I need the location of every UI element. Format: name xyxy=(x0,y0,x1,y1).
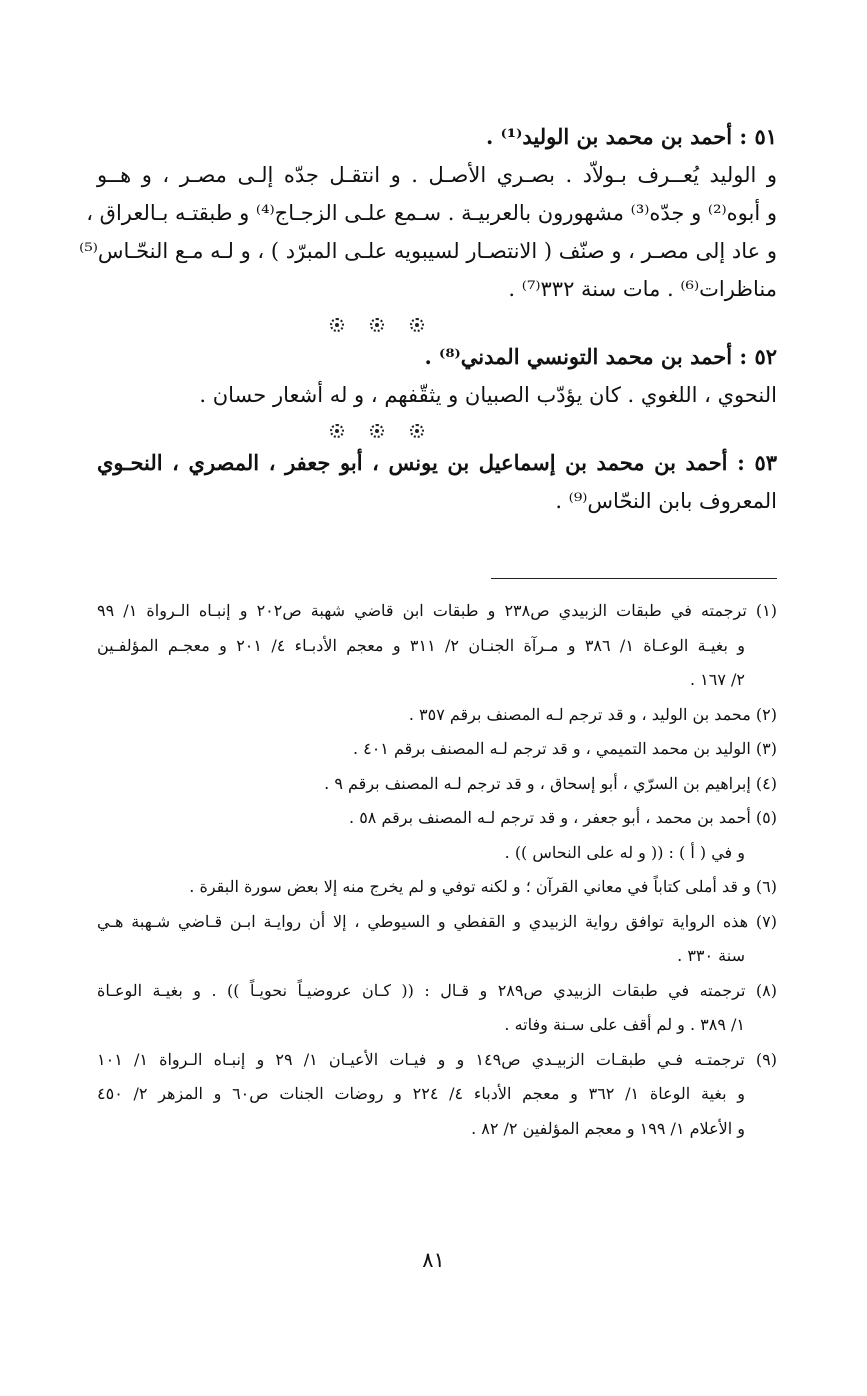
ornament-icon xyxy=(370,424,384,438)
footnote-line: (١) ترجمته في طبقات الزبيدي ص٢٣٨ و طبقات ابن قاضي شهبة ص٢٠٢ و إنبـاه الـرواة ١/ ٩٩ xyxy=(97,601,777,620)
footnote-line: (٣) الوليد بن محمد التميمي ، و قد ترجم لـه المصنف برقم ٤٠١ . xyxy=(352,739,777,758)
footnote-line: و بغية الوعاة ١/ ٣٦٢ و معجم الأدباء ٤/ ٢٢٤ و روضات الجنات ص٦٠ و المزهر ٢/ ٤٥٠ xyxy=(97,1084,745,1103)
entry-51-body-line: و الوليد يُعــرف بـولاّد . بصـري الأصـل . و انتقـل جدّه إلـى مصـر ، و هــو xyxy=(97,163,777,187)
footnote-line: ١/ ٣٨٩ . و لم أقف على سـنة وفاته . xyxy=(504,1015,745,1034)
footnote-divider xyxy=(491,578,777,579)
footnote-line: (٦) و قد أملى كتاباً في معاني القرآن ؛ و لكنه توفي و لم يخرج منه إلا بعض سورة البقرة . xyxy=(189,877,777,896)
entry-52-body-line: النحوي ، اللغوي . كان يؤدّب الصبيان و يثقّفهم ، و له أشعار حسان . xyxy=(199,383,777,407)
footnote-line: سنة ٣٣٠ . xyxy=(677,946,745,965)
ornament-icon xyxy=(370,318,384,332)
footnote-line: ٢/ ١٦٧ . xyxy=(689,670,745,689)
ornament-icon xyxy=(410,424,424,438)
footnote-line: و في ( أ ) : (( و له على النحاس )) . xyxy=(504,842,745,862)
ornament-icon xyxy=(410,318,424,332)
section-separator xyxy=(97,308,777,338)
footnote-line: و الأعلام ١/ ١٩٩ و معجم المؤلفين ٢/ ٨٢ . xyxy=(471,1118,745,1138)
footnote-line: (٧) هذه الرواية توافق رواية الزبيدي و القفطي و السيوطي ، إلا أن روايـة ابـن قـاضي شـهبة هـي xyxy=(97,911,777,931)
main-text xyxy=(79,118,777,520)
entry-52-heading: ٥٢ : أحمد بن محمد التونسي المدني⁽⁸⁾ . xyxy=(424,344,777,369)
ornament-icon xyxy=(330,424,344,438)
ornament-icon xyxy=(330,318,344,332)
footnote-line: و بغيـة الوعـاة ١/ ٣٨٦ و مـرآة الجنـان ٢/ ٣١١ و معجم الأدبـاء ٤/ ٢٠١ و معجـم المؤلفـين xyxy=(97,635,746,655)
entry-51-body-line: و عاد إلى مصـر ، و صنّف ( الانتصـار لسيبويه علـى المبرّد ) ، و لـه مـع النحّـاس⁽⁵⁾ xyxy=(79,239,777,263)
footnote-line: (٤) إبراهيم بن السرّي ، أبو إسحاق ، و قد ترجم لـه المصنف برقم ٩ . xyxy=(324,773,777,793)
footnote-line: (٨) ترجمته في طبقات الزبيدي ص٢٨٩ و قـال : (( كـان عروضيـاً نحويـاً )) . و بغيـة الوعـاة xyxy=(97,980,777,1000)
entry-51-heading: ٥١ : أحمد بن محمد بن الوليد⁽¹⁾ . xyxy=(486,124,777,149)
entry-51-body-line: مناظرات⁽⁶⁾ . مات سنة ٣٣٢⁽⁷⁾ . xyxy=(508,277,777,301)
footnote-line: (٩) ترجمتـه فـي طبقـات الزبيـدي ص١٤٩ و و فيـات الأعيـان ١/ ٢٩ و إنبـاه الـرواة ١/ ١٠١ xyxy=(97,1049,777,1069)
footnote-line: (٢) محمد بن الوليد ، و قد ترجم لـه المصنف برقم ٣٥٧ . xyxy=(408,704,777,724)
footnotes xyxy=(97,594,777,1146)
section-separator xyxy=(97,414,777,444)
page-number: ٨١ xyxy=(422,1248,445,1272)
footnote-line: (٥) أحمد بن محمد ، أبو جعفر ، و قد ترجم لـه المصنف برقم ٥٨ . xyxy=(349,808,777,827)
entry-53-heading: ٥٣ : أحمد بن محمد بن إسماعيل بن يونس ، أبو جعفر ، المصري ، النحـوي xyxy=(97,450,777,475)
entry-51-body-line: و أبوه⁽²⁾ و جدّه⁽³⁾ مشهورون بالعربيـة . سـمع علـى الزجـاج⁽⁴⁾ و طبقتـه بـالعراق ، xyxy=(86,201,777,225)
entry-53-body-line: المعروف بابن النحّاس⁽⁹⁾ . xyxy=(555,489,777,513)
